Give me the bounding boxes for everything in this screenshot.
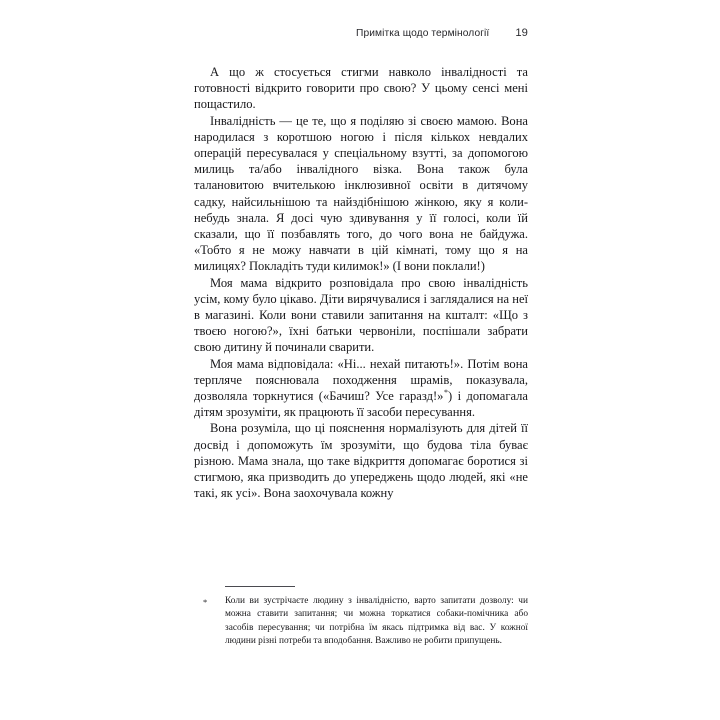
- paragraph-5: Вона розуміла, що ці пояснення нормалізують для дітей її досвід і допоможуть їм зрозуміти, що будова тіла буває різною. Мама знала, що таке відкриття допомагає боротися зі стигмою, яка призводить до упереджень щодо людей, які «не такі, як усі». Вона заохочувала кожну: [194, 421, 528, 501]
- footnote-marker: *: [203, 597, 208, 607]
- footnote-reference-marker[interactable]: *: [443, 387, 448, 397]
- paragraph-4: [194, 356, 528, 421]
- footnote-area: [194, 586, 528, 649]
- paragraph-1: А що ж стосується стигми навколо інвалідності та готовності відкрито говорити про свою? У цьому сенсі мені пощастило.: [194, 65, 528, 112]
- paragraph-3: Моя мама відкрито розповідала про свою інвалідність усім, кому було цікаво. Діти вирячувалися і заглядалися на неї в магазині. Коли вони ставили запитання на кшталт: «Що з твоєю ногою?», їхні батьки червоніли, поспішали забрати свою дитину й починали сварити.: [194, 275, 528, 355]
- paragraph-4-continuation: і допомагала дітям зрозуміти, як працюють її засоби пересування.: [194, 389, 528, 420]
- footnote-text: Коли ви зустрічаєте людину з інвалідністю, варто запитати дозволу: чи можна ставити запитання; чи можна торкатися собаки-помічника або засобів пересування; чи потрібна їм якась підтримка від вас. У кожної людини різні потреби та вподобання. Важливо не робити припущень.: [225, 596, 528, 647]
- footnote-separator-rule: [225, 586, 295, 587]
- body-text-block: [194, 64, 528, 501]
- paragraph-2: Інвалідність — це те, що я поділяю зі своєю мамою. Вона народилася з коротшою ногою і після кількох невдалих операцій пересувалася у спеціальному взутті, за допомогою милиць та/або інвалідного візка. Вона також була талановитою вчителькою інклюзивної освіти в дитячому садку, найсильнішою та найздібнішою жінкою, яку я коли-небудь знала. Я досі чую здивування у її голосі, коли їй сказали, що її позбавлять того, до чого вона не байдужа. «Тобто я не можу навчати в цій кімнаті, тому що я на милицях? Покладіть туди килимок!» (І вони поклали!): [194, 113, 528, 274]
- footnote-body: [194, 595, 528, 649]
- running-head: [194, 27, 528, 39]
- paragraph-4-tail: ): [447, 389, 453, 404]
- running-head-title: Примітка щодо термінології: [356, 28, 490, 39]
- paragraph-4-text: Моя мама відповідала: «Ні... нехай питають!». Потім вона терпляче пояснювала походження шрамів, показувала, дозволяла торкнутися («Бачиш? Усе гаразд!»: [194, 356, 528, 404]
- page-number: 19: [515, 27, 528, 39]
